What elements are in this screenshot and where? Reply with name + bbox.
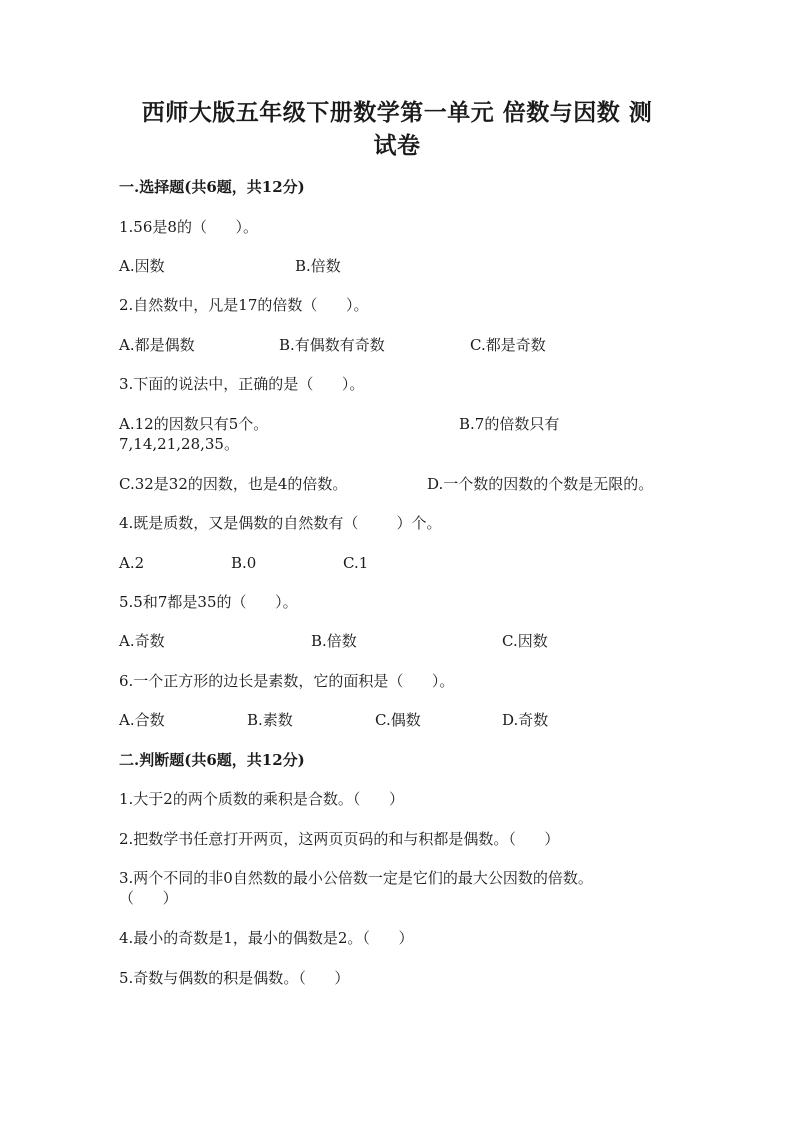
- question-1-option-b: B.倍数: [295, 257, 341, 275]
- question-4-option-b: B.0: [231, 554, 257, 572]
- question-6-option-a: A.合数: [119, 711, 165, 729]
- question-5-option-c: C.因数: [502, 632, 548, 650]
- judgment-4: 4.最小的奇数是1，最小的偶数是2。（ ）: [119, 929, 414, 947]
- question-3-option-b: B.7的倍数只有: [459, 415, 560, 433]
- section-heading-choice: 一.选择题(共6题，共12分): [119, 178, 305, 196]
- judgment-2: 2.把数学书任意打开两页，这两页页码的和与积都是偶数。（ ）: [119, 830, 560, 848]
- question-5-option-b: B.倍数: [311, 632, 357, 650]
- judgment-5: 5.奇数与偶数的积是偶数。（ ）: [119, 969, 350, 987]
- page-title-line-2: 试卷: [373, 132, 421, 159]
- judgment-3-blank: （ ）: [119, 889, 178, 907]
- question-3-option-d: D.一个数的因数的个数是无限的。: [427, 475, 654, 493]
- page-title-line-1: 西师大版五年级下册数学第一单元 倍数与因数 测: [141, 99, 653, 126]
- question-3-option-a: A.12的因数只有5个。: [119, 415, 269, 433]
- question-5-option-a: A.奇数: [119, 632, 165, 650]
- question-6-option-b: B.素数: [247, 711, 293, 729]
- question-1-option-a: A.因数: [119, 257, 165, 275]
- question-5-stem: 5.5和7都是35的（ ）。: [119, 593, 298, 611]
- question-6-option-d: D.奇数: [502, 711, 549, 729]
- question-3-option-c: C.32是32的因数，也是4的倍数。: [119, 475, 348, 493]
- question-2-stem: 2.自然数中，凡是17的倍数（ ）。: [119, 296, 369, 314]
- question-4-option-a: A.2: [119, 554, 145, 572]
- question-3-stem: 3.下面的说法中，正确的是（ ）。: [119, 375, 365, 393]
- judgment-3: 3.两个不同的非0自然数的最小公倍数一定是它们的最大公因数的倍数。: [119, 869, 593, 887]
- question-2-option-b: B.有偶数有奇数: [279, 336, 385, 354]
- question-3-option-b-continued: 7,14,21,28,35。: [119, 435, 239, 453]
- judgment-1: 1.大于2的两个质数的乘积是合数。（ ）: [119, 790, 404, 808]
- question-1-stem: 1.56是8的（ ）。: [119, 218, 259, 236]
- question-2-option-a: A.都是偶数: [119, 336, 195, 354]
- question-6-option-c: C.偶数: [375, 711, 421, 729]
- section-heading-judgment: 二.判断题(共6题，共12分): [119, 751, 305, 769]
- question-4-stem: 4.既是质数，又是偶数的自然数有（ ）个。: [119, 514, 442, 532]
- question-6-stem: 6.一个正方形的边长是素数，它的面积是（ ）。: [119, 672, 455, 690]
- question-4-option-c: C.1: [343, 554, 369, 572]
- question-2-option-c: C.都是奇数: [470, 336, 546, 354]
